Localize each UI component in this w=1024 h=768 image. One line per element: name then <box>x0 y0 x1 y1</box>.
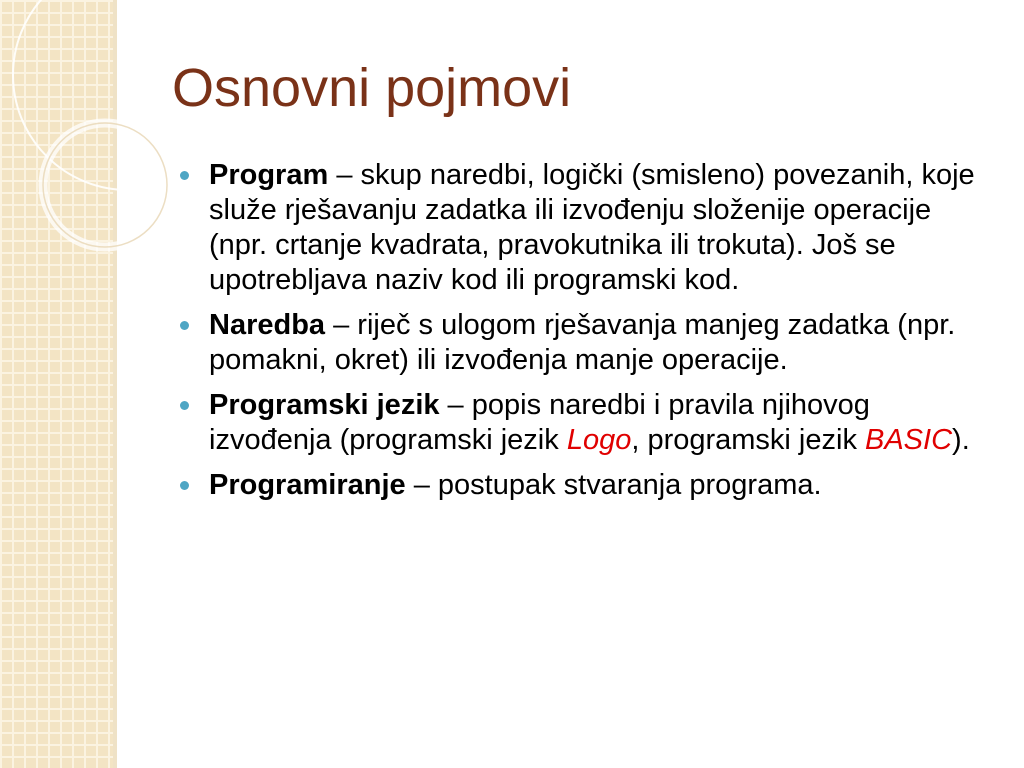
definition-naredba: – riječ s ulogom rješavanja manjeg zadatka (npr. pomakni, okret) ili izvođenja manje operacije. <box>209 309 956 376</box>
example-logo: Logo <box>566 424 632 456</box>
term-programski-jezik: Programski jezik <box>209 389 440 421</box>
example-basic: BASIC <box>865 424 953 456</box>
bullet-icon <box>180 171 189 180</box>
slide-title: Osnovni pojmovi <box>172 58 572 118</box>
definition-programski-jezik: – popis naredbi i pravila njihovog izvođenja (programski jezik <box>209 389 870 456</box>
definition-programiranje: – postupak stvaranja programa. <box>405 469 822 501</box>
list-item-programiranje <box>178 468 978 503</box>
bullet-icon <box>180 481 189 490</box>
definition-programski-jezik-mid: , programski jezik <box>631 424 865 456</box>
definition-programski-jezik-end: ). <box>952 424 970 456</box>
list-item-programski-jezik <box>178 388 978 458</box>
decorative-side-panel <box>0 0 113 768</box>
side-panel-edge <box>113 0 117 768</box>
term-program: Program <box>209 159 329 191</box>
bullet-list <box>178 158 978 513</box>
term-naredba: Naredba <box>209 309 326 341</box>
term-programiranje: Programiranje <box>209 469 406 501</box>
bullet-icon <box>180 321 189 330</box>
definition-program: – skup naredbi, logički (smisleno) povezanih, koje služe rješavanju zadatka ili izvođenju složenije operacije (npr. crtanje kvadrata, pravokutnika ili trokuta). Još se upotrebljava naziv kod ili programski kod. <box>209 159 975 296</box>
list-item-naredba <box>178 308 978 378</box>
bullet-icon <box>180 401 189 410</box>
list-item-program <box>178 158 978 298</box>
